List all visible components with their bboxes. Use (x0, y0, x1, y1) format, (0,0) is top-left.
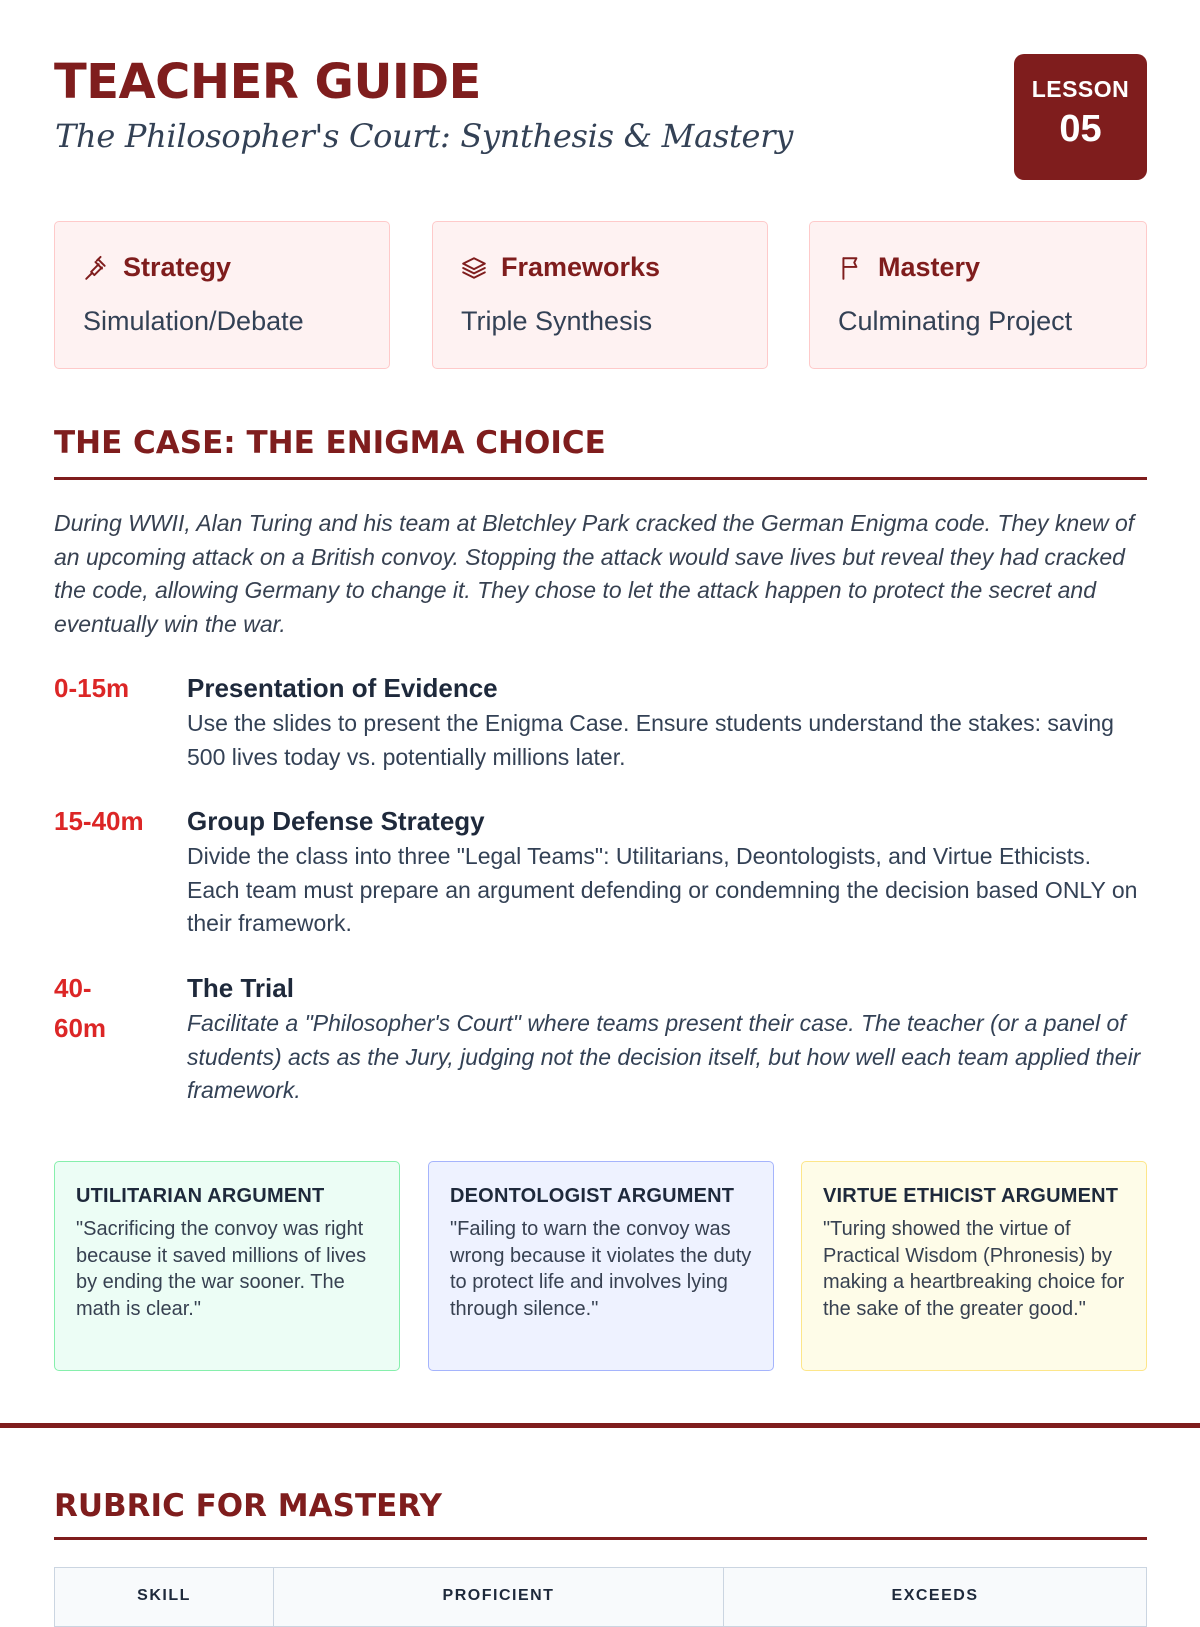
lesson-number: 05 (1059, 108, 1102, 150)
info-card-header (83, 252, 231, 283)
timeline-title: Presentation of Evidence (187, 673, 498, 703)
section-divider (0, 1423, 1200, 1428)
flag-icon (838, 255, 864, 281)
timeline-time: 0-15m (54, 673, 130, 703)
timeline-time: 40-60m (54, 973, 107, 1043)
info-card-strategy (54, 221, 390, 369)
case-description: During WWII, Alan Turing and his team at Bletchley Park cracked the German Enigma code. They knew of an upcoming attack on a British convoy. Stopping the attack would save lives but reveal they had cracked the code, allowing Germany to change it. They chose to let the attack happen to protect the secret and eventually win the war. (54, 510, 1135, 637)
lesson-badge (1014, 54, 1147, 180)
layers-icon (461, 255, 487, 281)
info-card-label: Frameworks (501, 252, 661, 282)
rubric-heading: RUBRIC FOR MASTERY (54, 1488, 1147, 1540)
lesson-label: LESSON (1031, 76, 1130, 102)
page-subtitle: The Philosopher's Court: Synthesis & Mastery (55, 117, 793, 155)
info-card-header (461, 252, 660, 283)
info-card-frameworks (432, 221, 768, 369)
rubric-column-header: EXCEEDS (723, 1568, 1146, 1626)
rubric-table-header (54, 1567, 1147, 1627)
info-card-mastery (809, 221, 1147, 369)
timeline-description: Use the slides to present the Enigma Case. Ensure students understand the stakes: saving 500 lives today vs. potentially millions later. (187, 710, 1114, 770)
timeline-description: Facilitate a "Philosopher's Court" where teams present their case. The teacher (or a panel of students) acts as the Jury, judging not the decision itself, but how well each team applied their framework. (187, 1010, 1141, 1103)
info-card-header (838, 252, 980, 283)
rubric-column-header: PROFICIENT (273, 1568, 723, 1626)
info-card-label: Strategy (123, 252, 232, 282)
rubric-column-header: SKILL (137, 1587, 191, 1604)
gavel-icon (83, 255, 109, 281)
argument-card-virtue-ethicist (801, 1161, 1147, 1371)
argument-title: DEONTOLOGIST ARGUMENT (450, 1185, 735, 1207)
timeline-title: Group Defense Strategy (187, 806, 485, 836)
argument-card-deontologist (428, 1161, 774, 1371)
argument-text: "Turing showed the virtue of Practical Wisdom (Phronesis) by making a heartbreaking choice for the sake of the greater good." (823, 1218, 1125, 1320)
argument-title: UTILITARIAN ARGUMENT (76, 1185, 325, 1207)
info-card-value: Triple Synthesis (461, 306, 653, 336)
argument-card-utilitarian (54, 1161, 400, 1371)
argument-text: "Failing to warn the convoy was wrong because it violates the duty to protect life and involves lying through silence." (450, 1218, 752, 1320)
timeline-title: The Trial (187, 973, 294, 1003)
info-card-label: Mastery (878, 252, 981, 282)
argument-text: "Sacrificing the convoy was right because it saved millions of lives by ending the war sooner. The math is clear." (76, 1218, 367, 1320)
argument-title: VIRTUE ETHICIST ARGUMENT (823, 1185, 1119, 1207)
case-heading: THE CASE: THE ENIGMA CHOICE (54, 425, 1147, 480)
page-title: TEACHER GUIDE (54, 54, 481, 110)
timeline-time: 15-40m (54, 806, 144, 836)
info-card-value: Simulation/Debate (83, 306, 304, 336)
timeline-description: Divide the class into three "Legal Teams": Utilitarians, Deontologists, and Virtue Ethicists. Each team must prepare an argument defending or condemning the decision based ONLY on their framework. (187, 843, 1138, 936)
info-card-value: Culminating Project (838, 306, 1073, 336)
